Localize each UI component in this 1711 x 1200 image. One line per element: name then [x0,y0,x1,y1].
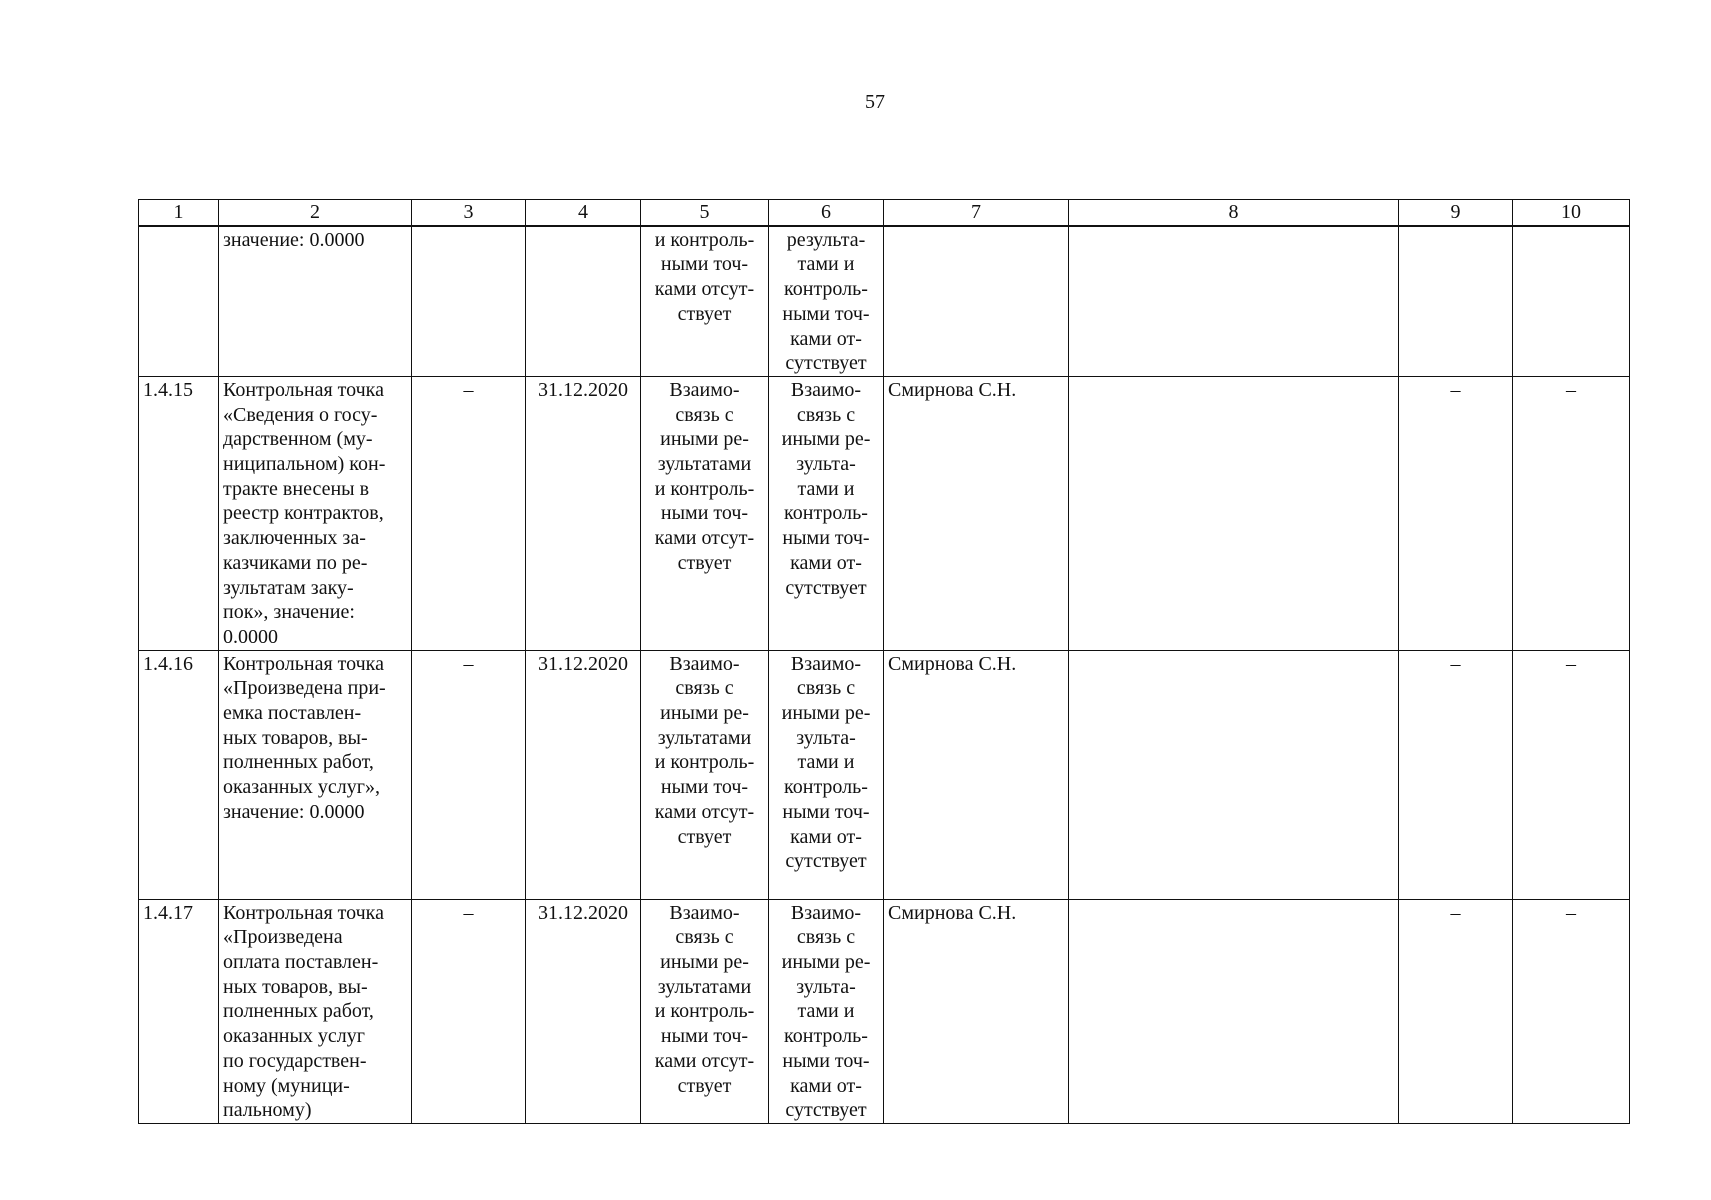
header-row [139,200,1630,226]
cell-line: связь с [675,403,734,426]
col3-cell [412,226,526,377]
cell-line: Контрольная точка [223,652,384,675]
cell-line: иными ре- [660,951,749,974]
cell-line: ствует [677,825,732,848]
date-cell: 31.12.2020 [526,899,641,1123]
cell-line: тами и [797,1000,855,1023]
cell-line: связь с [675,677,734,700]
table-row [139,650,1630,899]
cell-line: контроль- [784,502,868,525]
cell-line: тами и [797,751,855,774]
cell-line: иными ре- [781,428,871,451]
cell-line: «Произведена [223,926,343,949]
cell-line: ствует [677,1074,732,1097]
cell-line: ными точ- [782,302,870,325]
cell-line: заключенных за- [223,527,366,550]
column-header: 9 [1399,200,1513,226]
cell-line: зультатами [657,453,752,476]
cell-line: контроль- [784,776,868,799]
column-header: 10 [1513,200,1630,226]
col9-cell [1399,226,1513,377]
cell-line: контроль- [784,1025,868,1048]
cell-line: дарственном (му- [223,428,373,451]
cell-line: пальному) [223,1099,312,1122]
cell-line: оказанных услуг», [223,776,380,799]
cell-line: Взаимо- [790,652,862,675]
col9-cell: – [1399,376,1513,650]
cell-line: ками от- [790,825,862,848]
cell-line: зультатами [657,975,752,998]
cell-line: Контрольная точка [223,901,384,924]
cell-line: значение: 0.0000 [223,228,365,251]
cell-line: и контроль- [654,477,755,500]
cell-line: ками от- [790,551,862,574]
cell-line: оплата поставлен- [223,951,379,974]
col10-cell: – [1513,376,1630,650]
cell-line: тами и [797,253,855,276]
control-points-table [138,199,1630,1124]
cell-line: иными ре- [781,702,871,725]
cell-line: ками отсут- [654,1049,755,1072]
date-cell [526,226,641,377]
date-cell: 31.12.2020 [526,376,641,650]
cell-line: «Сведения о госу- [223,403,378,426]
responsible-cell: Смирнова С.Н. [884,650,1069,899]
cell-line: тракте внесены в [223,477,370,500]
cell-line: 0.0000 [223,625,278,648]
cell-line: Взаимо- [669,378,740,401]
description-cell [219,899,412,1123]
cell-line: «Произведена при- [223,677,386,700]
cell-line: иными ре- [660,428,749,451]
responsible-cell: Смирнова С.Н. [884,899,1069,1123]
col8-cell [1069,899,1399,1123]
cell-line: зульта- [796,975,856,998]
cell-line: и контроль- [654,1000,755,1023]
cell-line: ных товаров, вы- [223,726,368,749]
responsible-cell [884,226,1069,377]
col3-cell: – [412,650,526,899]
col10-cell [1513,226,1630,377]
cell-line: полненных работ, [223,1000,374,1023]
cell-line: по государствен- [223,1049,367,1072]
cell-line: связь с [796,403,856,426]
cell-line: и контроль- [654,228,755,251]
col6-cell [769,650,884,899]
column-header: 5 [641,200,769,226]
cell-line: полненных работ, [223,751,374,774]
col6-cell [769,226,884,377]
cell-line: емка поставлен- [223,702,362,725]
row-number-cell: 1.4.15 [139,376,219,650]
cell-line: реестр контрактов, [223,502,384,525]
cell-line: контроль- [784,278,868,301]
cell-line: ными точ- [660,776,749,799]
cell-line: ствует [677,551,732,574]
cell-line: зульта- [796,453,856,476]
col8-cell [1069,650,1399,899]
cell-line: Взаимо- [790,901,862,924]
col8-cell [1069,226,1399,377]
description-cell [219,376,412,650]
cell-line: ными точ- [660,502,749,525]
cell-line: ными точ- [782,800,870,823]
cell-line: казчиками по ре- [223,551,368,574]
table-row [139,226,1630,377]
cell-line: ками отсут- [654,800,755,823]
cell-line: ному (муници- [223,1074,350,1097]
column-header: 8 [1069,200,1399,226]
cell-line: зульта- [796,726,856,749]
column-header: 6 [769,200,884,226]
cell-line: значение: 0.0000 [223,800,365,823]
cell-line: иными ре- [781,951,871,974]
date-cell: 31.12.2020 [526,650,641,899]
cell-line: ками отсут- [654,527,755,550]
cell-line: ками от- [790,1074,862,1097]
table-row [139,899,1630,1123]
cell-line: Взаимо- [669,901,740,924]
col9-cell: – [1399,650,1513,899]
row-number-cell [139,226,219,377]
col5-cell [641,899,769,1123]
column-header: 2 [219,200,412,226]
row-number-cell: 1.4.16 [139,650,219,899]
cell-line: тами и [797,477,855,500]
cell-line: зультатами [657,726,752,749]
col6-cell [769,899,884,1123]
page-number: 57 [865,91,885,113]
cell-line: Взаимо- [669,652,740,675]
col5-cell [641,650,769,899]
column-header: 7 [884,200,1069,226]
row-number-cell: 1.4.17 [139,899,219,1123]
cell-line: ками от- [790,327,862,350]
cell-line: ками отсут- [654,278,755,301]
description-cell [219,226,412,377]
col3-cell: – [412,899,526,1123]
col10-cell: – [1513,650,1630,899]
cell-line: ными точ- [782,527,870,550]
cell-line: связь с [675,926,734,949]
cell-line: Контрольная точка [223,378,384,401]
cell-line: сутствует [785,352,867,375]
cell-line: ных товаров, вы- [223,975,368,998]
col6-cell [769,376,884,650]
column-header: 4 [526,200,641,226]
col9-cell: – [1399,899,1513,1123]
cell-line: результа- [786,228,866,251]
cell-line: ными точ- [660,1025,749,1048]
column-header: 3 [412,200,526,226]
table-body [139,226,1630,1124]
cell-line: сутствует [785,576,867,599]
cell-line: и контроль- [654,751,755,774]
cell-line: оказанных услуг [223,1025,365,1048]
cell-line: связь с [796,926,856,949]
cell-line: иными ре- [660,702,749,725]
cell-line: Взаимо- [790,378,862,401]
cell-line: ниципальном) кон- [223,453,386,476]
col3-cell: – [412,376,526,650]
cell-line: сутствует [785,850,867,873]
col10-cell: – [1513,899,1630,1123]
cell-line: зультатам заку- [223,576,354,599]
cell-line: ными точ- [660,253,749,276]
cell-line: связь с [796,677,856,700]
responsible-cell: Смирнова С.Н. [884,376,1069,650]
col8-cell [1069,376,1399,650]
cell-line: ными точ- [782,1049,870,1072]
description-cell [219,650,412,899]
col5-cell [641,226,769,377]
cell-line: ствует [677,302,732,325]
cell-line: сутствует [785,1099,867,1122]
column-header: 1 [139,200,219,226]
table-row [139,376,1630,650]
col5-cell [641,376,769,650]
cell-line: пок», значение: [223,601,355,624]
